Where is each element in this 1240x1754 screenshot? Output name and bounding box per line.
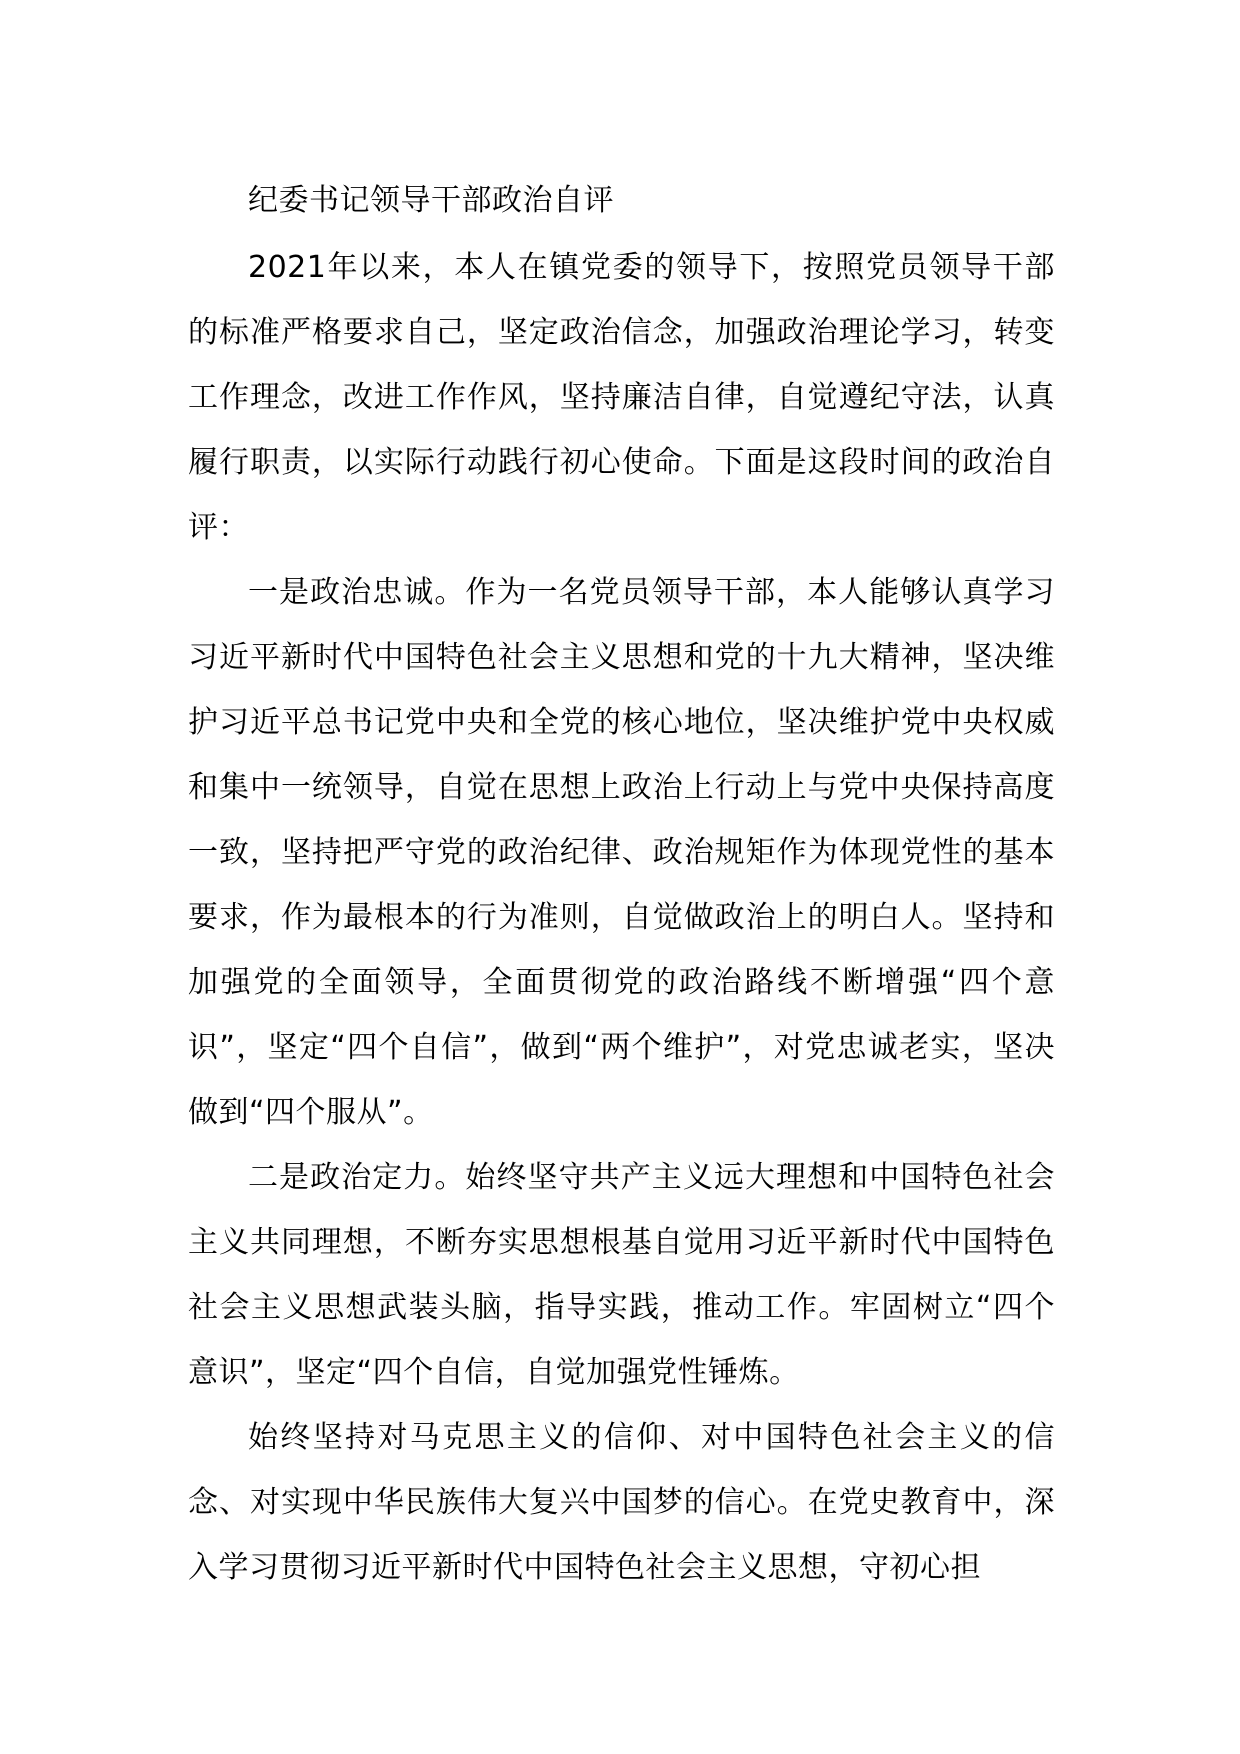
paragraph-political-loyalty: 一是政治忠诚。作为一名党员领导干部，本人能够认真学习习近平新时代中国特色社会主义思想和党的十九大精神，坚决维护习近平总书记党中央和全党的核心地位，坚决维护党中央权威和集中一统领导，自觉在思想上政治上行动上与党中央保持高度一致，坚持把严守党的政治纪律、政治规矩作为体现党性的基本要求，作为最根本的行为准则，自觉做政治上的明白人。坚持和加强党的全面领导，全面贯彻党的政治路线不断增强“四个意识”，坚定“四个自信”，做到“两个维护”，对党忠诚老实，坚决做到“四个服从”。 [188,575,1055,1130]
document-title: 纪委书记领导干部政治自评 [248,183,614,218]
paragraph-intro: 2021年以来，本人在镇党委的领导下，按照党员领导干部的标准严格要求自己，坚定政治信念，加强政治理论学习，转变工作理念，改进工作作风，坚持廉洁自律，自觉遵纪守法，认真履行职责，以实际行动践行初心使命。下面是这段时间的政治自评： [188,250,1055,545]
paragraph-political-resolve: 二是政治定力。始终坚守共产主义远大理想和中国特色社会主义共同理想，不断夯实思想根基自觉用习近平新时代中国特色社会主义思想武装头脑，指导实践，推动工作。牢固树立“四个意识”，坚定“四个自信，自觉加强党性锤炼。 [188,1160,1055,1390]
paragraph-faith: 始终坚持对马克思主义的信仰、对中国特色社会主义的信念、对实现中华民族伟大复兴中国梦的信心。在党史教育中，深入学习贯彻习近平新时代中国特色社会主义思想，守初心担 [188,1420,1055,1585]
